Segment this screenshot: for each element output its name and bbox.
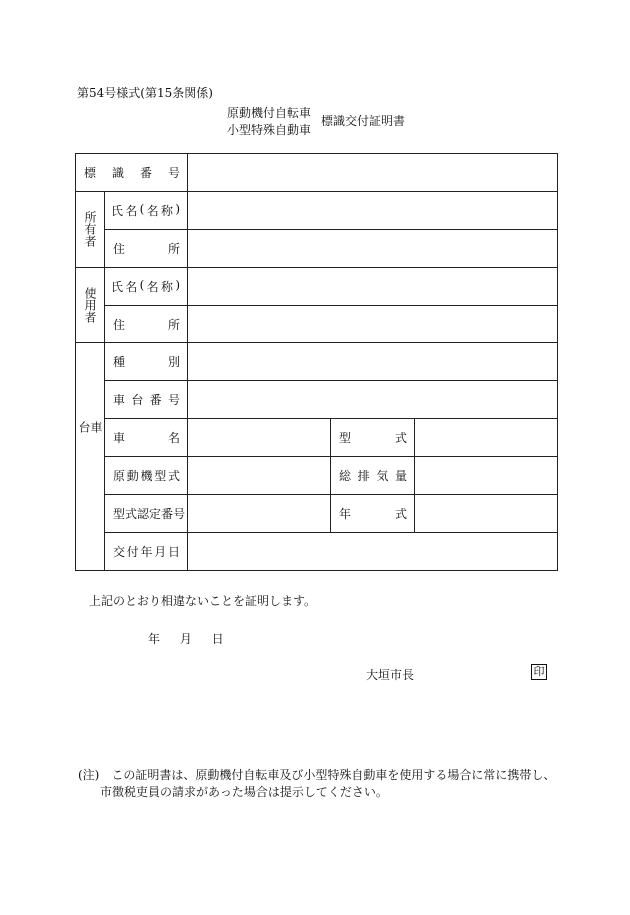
table-row <box>76 267 558 305</box>
field-chassis-number[interactable] <box>188 381 558 419</box>
label-issue-date <box>105 532 188 570</box>
label-user-address <box>105 305 188 343</box>
user-group-label: 使用者 <box>83 287 97 324</box>
field-vehicle-name[interactable] <box>188 419 331 457</box>
spread-label: 種 別 <box>113 355 180 370</box>
note-line-1: (注) この証明書は、原動機付自転車及び小型特殊自動車を使用する場合に常に携帯し、 <box>78 768 556 782</box>
label-plate-number <box>76 154 188 192</box>
seal-mark: 印 <box>531 664 547 680</box>
issuer-name: 大垣市長 <box>366 668 415 682</box>
spread-label: 氏 名 ( 名 称 ) <box>111 201 180 218</box>
form-number: 第54号様式(第15条関係) <box>77 86 213 100</box>
spread-label: 住 所 <box>113 241 180 256</box>
table-row <box>76 495 558 533</box>
label-owner-name <box>105 191 188 229</box>
field-issue-date[interactable] <box>188 532 558 570</box>
note-line-2: 市徴税吏員の請求があった場合は提示してください。 <box>100 785 388 799</box>
table-row <box>76 532 558 570</box>
field-engine-model[interactable] <box>188 457 331 495</box>
spread-label: 車 台 番 号 <box>113 393 180 408</box>
title-vehicle-type-2: 小型特殊自動車 <box>227 123 312 137</box>
certificate-table <box>75 153 558 571</box>
field-user-address[interactable] <box>188 305 558 343</box>
label-user-group <box>76 267 105 343</box>
table-row <box>76 229 558 267</box>
certification-statement: 上記のとおり相違ないことを証明します。 <box>89 594 317 608</box>
table-row <box>76 305 558 343</box>
spread-label: 原 動 機 型 式 <box>113 469 180 484</box>
field-approval-number[interactable] <box>188 495 331 533</box>
field-plate-number[interactable] <box>188 154 558 192</box>
label-vehicle-group <box>76 343 105 570</box>
label-type <box>105 343 188 381</box>
spread-label: 総 排 気 量 <box>339 469 407 484</box>
table-row <box>76 191 558 229</box>
field-year[interactable] <box>415 495 558 533</box>
table-row <box>76 343 558 381</box>
spread-label: 車 名 <box>113 431 180 446</box>
spread-label: 交 付 年 月 日 <box>113 544 180 559</box>
vehicle-group-label <box>78 413 102 501</box>
label-owner-address <box>105 229 188 267</box>
title-vehicle-type-1: 原動機付自転車 <box>227 106 312 120</box>
label-owner-group <box>76 191 105 267</box>
field-model[interactable] <box>415 419 558 457</box>
table-row <box>76 154 558 192</box>
field-displacement[interactable] <box>415 457 558 495</box>
field-type[interactable] <box>188 343 558 381</box>
table-row <box>76 419 558 457</box>
label-vehicle-name <box>105 419 188 457</box>
label-approval-number <box>105 495 188 533</box>
spread-label: 住 所 <box>113 317 180 332</box>
vehicle-group-label-text: 車台 <box>77 420 103 493</box>
field-owner-address[interactable] <box>188 229 558 267</box>
owner-group-label: 所有者 <box>83 211 97 248</box>
spread-label: 型 式 <box>339 431 407 446</box>
field-user-name[interactable] <box>188 267 558 305</box>
table-row <box>76 381 558 419</box>
label-user-name <box>105 267 188 305</box>
spread-label: 型 式 認 定 番 号 <box>113 506 186 521</box>
label-displacement <box>331 457 415 495</box>
spread-label: 氏 名 ( 名 称 ) <box>111 277 180 294</box>
table-row <box>76 457 558 495</box>
spread-label: 年 式 <box>339 506 407 521</box>
label-chassis-number <box>105 381 188 419</box>
label-year <box>331 495 415 533</box>
document-title: 標識交付証明書 <box>321 114 406 128</box>
spread-label: 標 識 番 号 <box>84 165 180 180</box>
label-engine-model <box>105 457 188 495</box>
field-owner-name[interactable] <box>188 191 558 229</box>
date-line: 年 月 日 <box>148 632 224 646</box>
label-model <box>331 419 415 457</box>
